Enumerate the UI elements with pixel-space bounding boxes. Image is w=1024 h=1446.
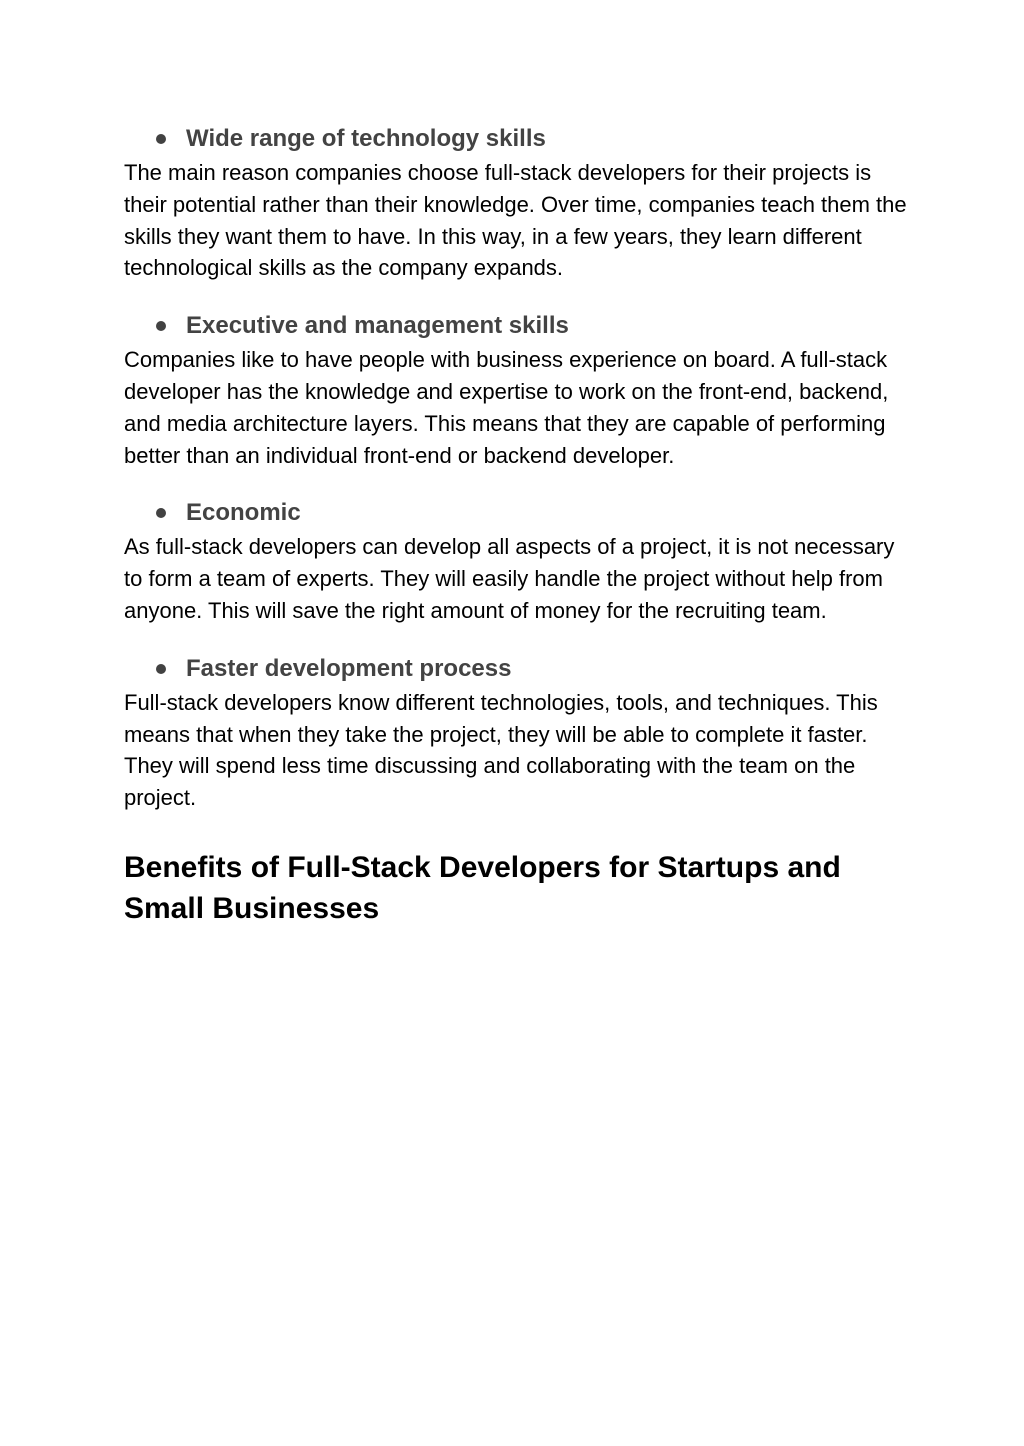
paragraph: The main reason companies choose full-stack developers for their projects is their potential rather than their knowledge. Over time, companies teach them the skills they want them to have. In this way, in a few years, they learn different technological skills as the company expands.: [124, 160, 907, 281]
section-heading: Benefits of Full-Stack Developers for Startups and Small Businesses: [124, 850, 841, 925]
bullet-heading: Economic: [186, 499, 301, 527]
bullet-icon: [156, 134, 166, 144]
bullet-item: [156, 121, 914, 157]
bullet-item: [156, 495, 914, 531]
bullet-heading: Executive and management skills: [186, 312, 569, 340]
spacer: [124, 284, 914, 308]
bullet-heading: Faster development process: [186, 654, 512, 682]
paragraph: Companies like to have people with business experience on board. A full-stack developer has the knowledge and expertise to work on the front-end, backend, and media architecture layers. This means that they are capable of performing better than an individual front-end or backend developer.: [124, 347, 889, 468]
bullet-icon: [156, 321, 166, 331]
section-faster-development: [124, 651, 914, 814]
spacer: [124, 627, 914, 651]
bullet-heading: Wide range of technology skills: [186, 125, 546, 152]
section-economic: [124, 495, 914, 626]
paragraph: Full-stack developers know different technologies, tools, and techniques. This means that when they take the project, they will be able to complete it faster. They will spend less time discussing and collaborating with the team on the project.: [124, 689, 878, 811]
bullet-icon: [156, 664, 166, 674]
section-technology-skills: [124, 121, 914, 284]
paragraph: As full-stack developers can develop all aspects of a project, it is not necessary to form a team of experts. They will easily handle the project without help from anyone. This will save the right amount of money for the recruiting team.: [124, 534, 895, 623]
bullet-icon: [156, 508, 166, 518]
bullet-item: [156, 308, 914, 344]
bullet-item: [156, 651, 914, 687]
section-management-skills: [124, 308, 914, 471]
document-page: [124, 121, 914, 929]
spacer: [124, 471, 914, 495]
